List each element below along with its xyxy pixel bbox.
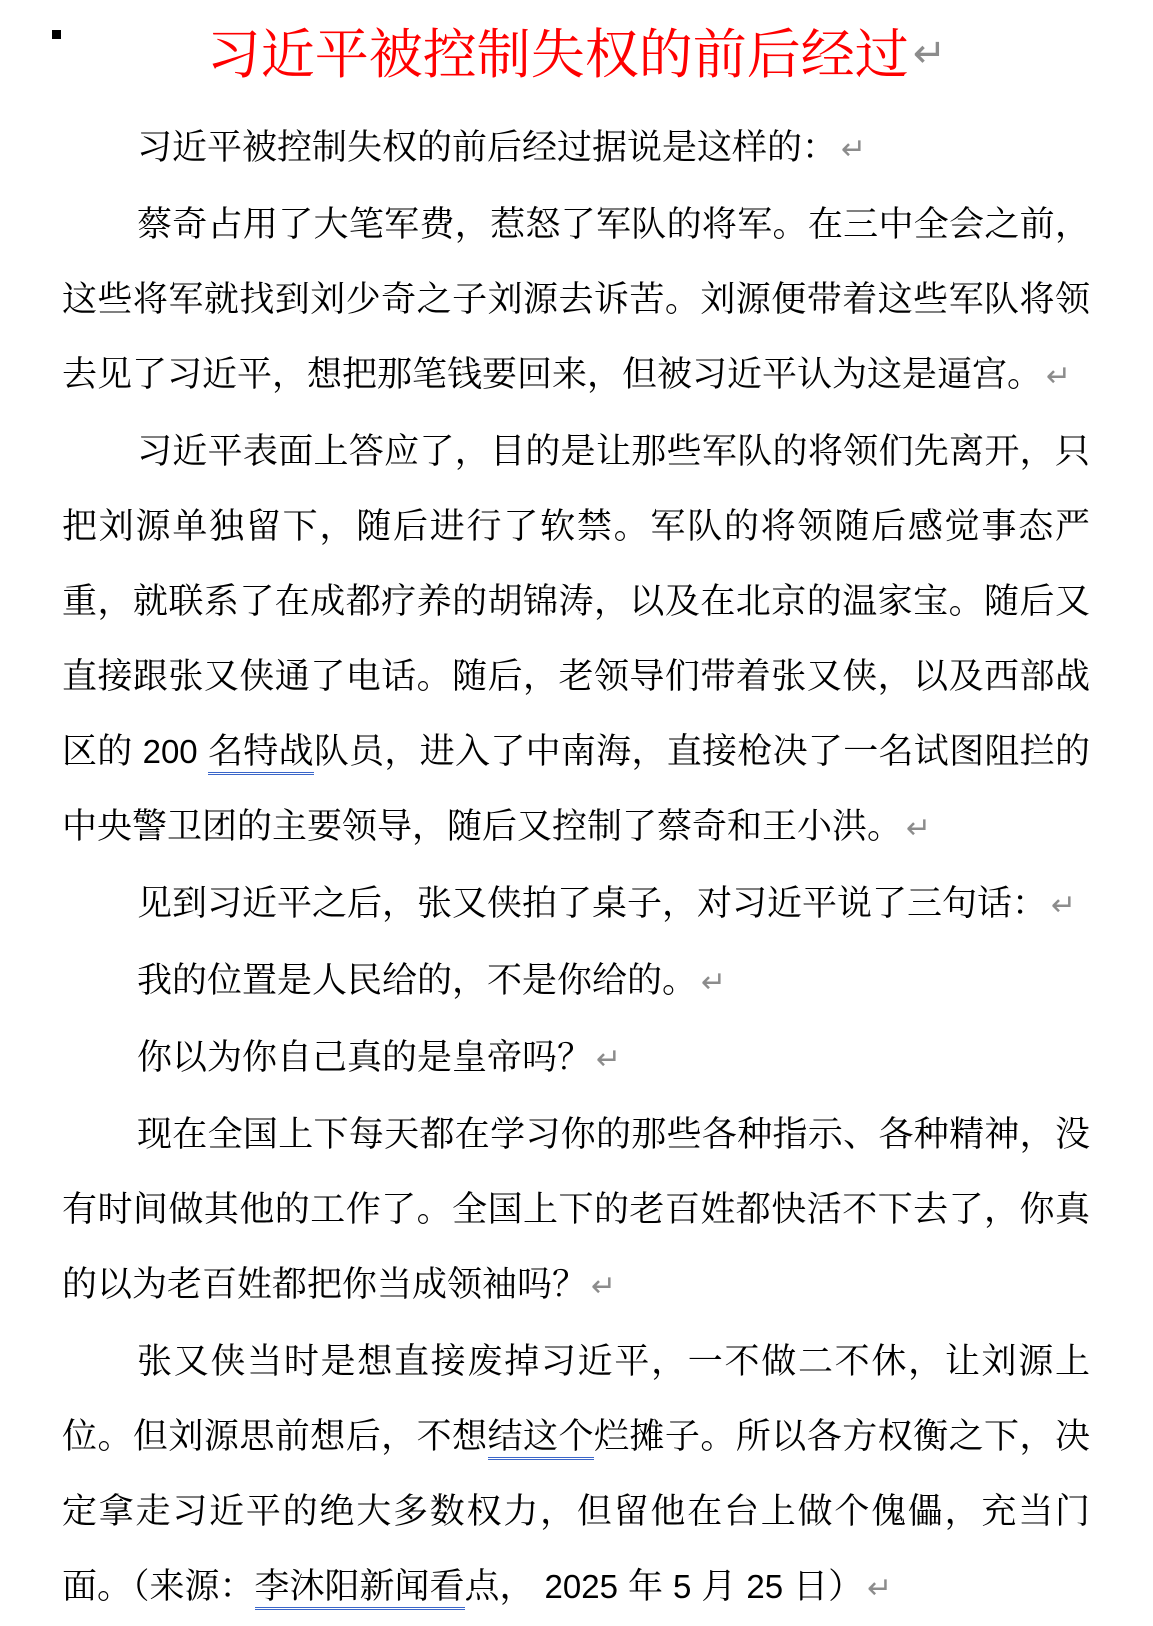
text-run: 队员，进入了中南海，直接枪决了一名试图阻拦的中央警卫团的主要领导，随后又控制了蔡奇和王小洪。 bbox=[62, 732, 1090, 846]
text-run: 烂摊子。所以各方权衡之下，决定拿走习近平的绝大多数权力，但留他在台上做个傀儡，充当门面。（来源： bbox=[62, 1417, 1090, 1606]
numeric-run: 2025 bbox=[544, 1568, 618, 1605]
paragraph bbox=[62, 110, 1090, 187]
paragraph-mark-icon: ↵ bbox=[906, 811, 932, 846]
text-run: 现在全国上下每天都在学习你的那些各种指示、各种精神，没有时间做其他的工作了。全国上下的老百姓都快活不下去了，你真的以为老百姓都把你当成领袖吗？ bbox=[62, 1115, 1090, 1304]
paragraph-mark-icon: ↵ bbox=[912, 31, 947, 77]
numeric-run: 200 bbox=[142, 733, 198, 770]
paragraph bbox=[62, 1020, 1090, 1097]
paragraph-mark-icon: ↵ bbox=[1046, 359, 1072, 394]
paragraph bbox=[62, 1097, 1090, 1324]
text-run: 你以为你自己真的是皇帝吗？ bbox=[137, 1038, 593, 1077]
paragraph bbox=[62, 187, 1090, 414]
numeric-run: 25 bbox=[746, 1568, 784, 1605]
page-title-text: 习近平被控制失权的前后经过 bbox=[206, 25, 909, 85]
paragraph bbox=[62, 943, 1090, 1020]
paragraph bbox=[62, 866, 1090, 943]
numeric-run: 5 bbox=[672, 1568, 692, 1605]
page-title bbox=[0, 0, 1153, 91]
grammar-underline-run: 结这个 bbox=[488, 1417, 594, 1460]
paragraph-mark-icon: ↵ bbox=[1051, 888, 1077, 923]
text-run: 点， bbox=[464, 1567, 535, 1606]
text-run: 习近平表面上答应了，目的是让那些军队的将领们先离开，只把刘源单独留下，随后进行了软禁。军队的将领随后感觉事态严重，就联系了在成都疗养的胡锦涛，以及在北京的温家宝。随后又直接跟张又侠通了电话。随后，老领导们带着张又侠，以及西部战区的 bbox=[62, 432, 1090, 771]
text-run: 张又侠当时是想直接废掉习近平，一不做二不休，让刘源上位。但刘源思前想后，不想 bbox=[62, 1342, 1090, 1456]
text-run: 我的位置是人民给的，不是你给的。 bbox=[137, 961, 698, 1000]
paragraph-mark-icon: ↵ bbox=[867, 1571, 893, 1606]
text-run: 日） bbox=[793, 1567, 864, 1606]
grammar-underline-run: 名特战 bbox=[208, 732, 314, 775]
paragraph-mark-icon: ↵ bbox=[591, 1269, 617, 1304]
text-run: 见到习近平之后，张又侠拍了桌子，对习近平说了三句话： bbox=[137, 884, 1048, 923]
text-run: 蔡奇占用了大笔军费，惹怒了军队的将军。在三中全会之前，这些将军就找到刘少奇之子刘源去诉苦。刘源便带着这些军队将领去见了习近平，想把那笔钱要回来，但被习近平认为这是逼宫。 bbox=[62, 205, 1090, 394]
text-run: 年 bbox=[627, 1567, 663, 1606]
paragraph-mark-icon: ↵ bbox=[841, 132, 867, 167]
text-run: 习近平被控制失权的前后经过据说是这样的： bbox=[137, 128, 838, 167]
black-square-marker bbox=[52, 30, 61, 39]
paragraph bbox=[62, 414, 1090, 866]
document-body bbox=[62, 110, 1090, 1626]
grammar-underline-run: 李沐阳新闻看 bbox=[255, 1567, 465, 1610]
paragraph-mark-icon: ↵ bbox=[596, 1042, 622, 1077]
paragraph bbox=[62, 1324, 1090, 1626]
text-run: 月 bbox=[701, 1567, 737, 1606]
paragraph-mark-icon: ↵ bbox=[701, 965, 727, 1000]
